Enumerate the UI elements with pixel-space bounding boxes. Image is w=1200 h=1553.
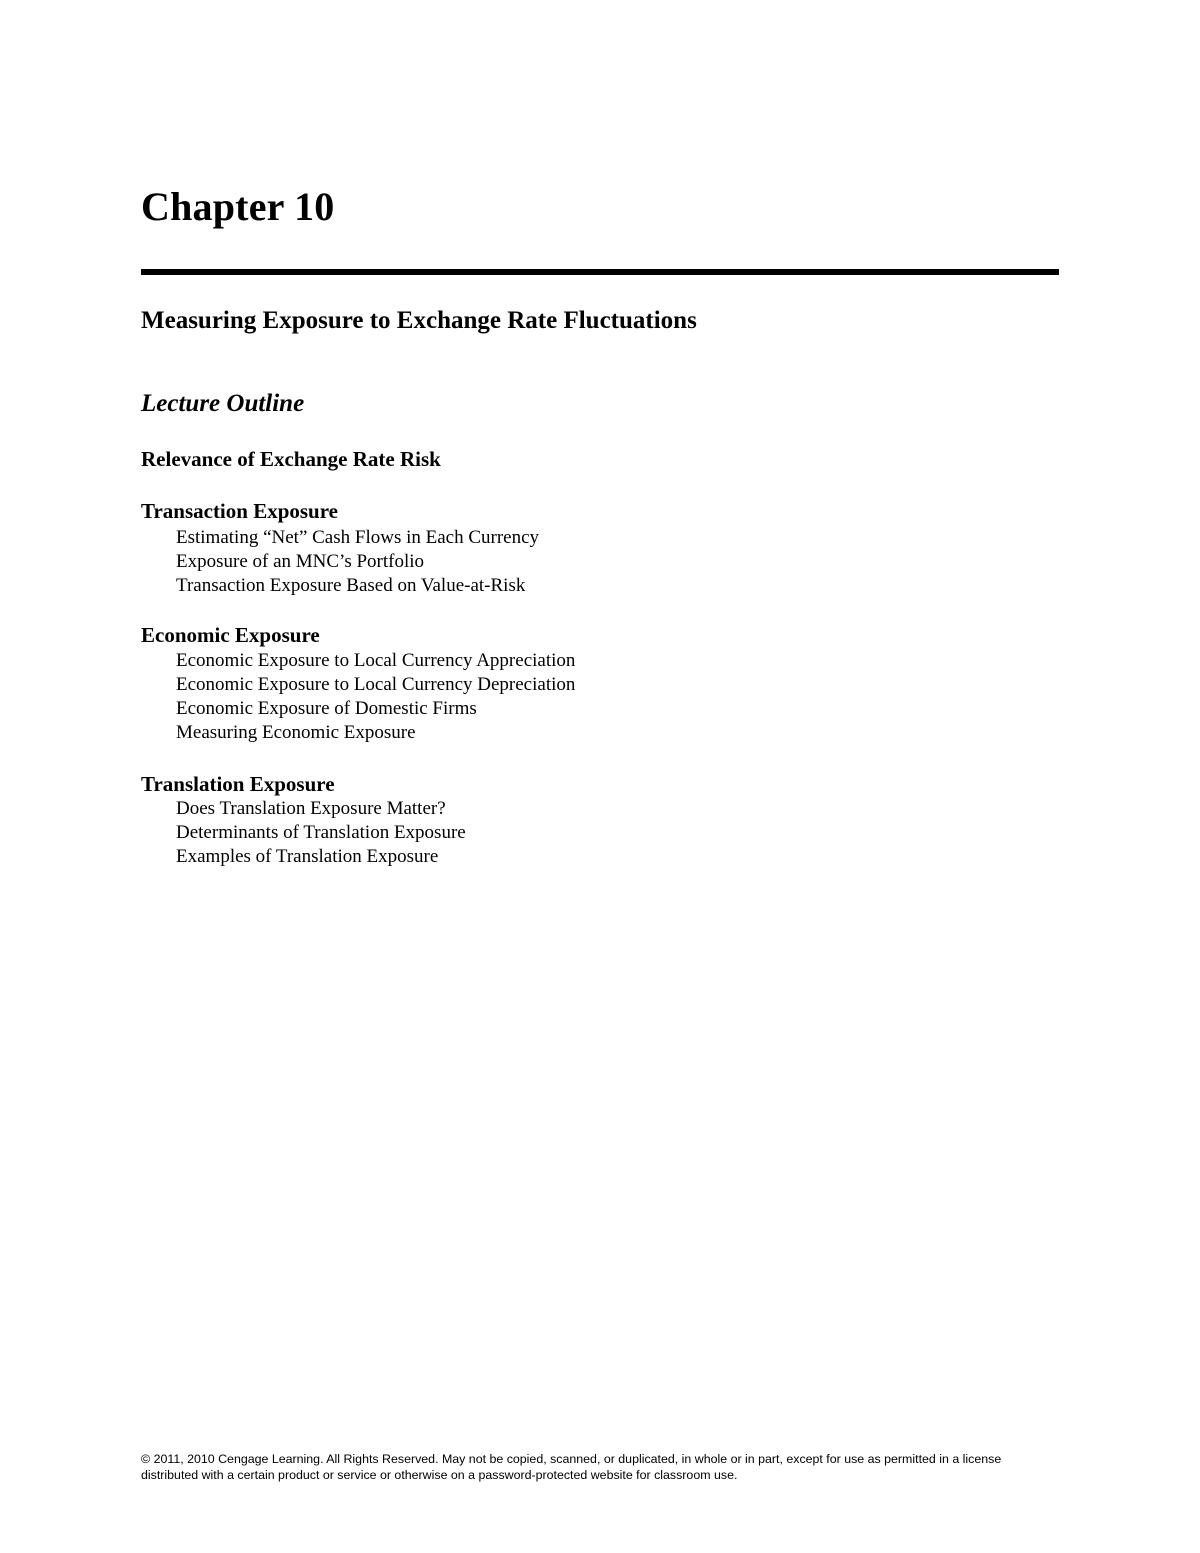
title-divider (141, 269, 1059, 275)
list-item: Transaction Exposure Based on Value-at-Risk (176, 575, 526, 596)
list-item: Does Translation Exposure Matter? (176, 798, 446, 819)
transaction-exposure-subtopics (176, 526, 539, 598)
list-item: Exposure of an MNC’s Portfolio (176, 551, 425, 572)
list-item: Economic Exposure to Local Currency Appreciation (176, 650, 576, 671)
section-heading-translation-exposure: Translation Exposure (141, 772, 335, 796)
list-item: Estimating “Net” Cash Flows in Each Currency (176, 527, 540, 548)
translation-exposure-subtopics (176, 797, 466, 869)
list-item: Economic Exposure to Local Currency Depreciation (176, 674, 576, 695)
list-item: Determinants of Translation Exposure (176, 822, 466, 843)
chapter-title: Chapter 10 (141, 184, 335, 229)
section-heading-economic-exposure: Economic Exposure (141, 623, 320, 647)
section-heading-transaction-exposure: Transaction Exposure (141, 499, 338, 523)
list-item: Measuring Economic Exposure (176, 722, 416, 743)
section-heading-relevance: Relevance of Exchange Rate Risk (141, 447, 441, 471)
list-item: Examples of Translation Exposure (176, 846, 439, 867)
copyright-notice: © 2011, 2010 Cengage Learning. All Rights Reserved. May not be copied, scanned, or duplicated, in whole or in part, except for use as permitted in a license distributed with a certain product or service or otherwise on a password-protected website for classroom use. (141, 1452, 1002, 1482)
chapter-subtitle: Measuring Exposure to Exchange Rate Fluctuations (141, 307, 697, 334)
list-item: Economic Exposure of Domestic Firms (176, 698, 477, 719)
lecture-outline-heading: Lecture Outline (141, 390, 305, 417)
economic-exposure-subtopics (176, 649, 575, 745)
